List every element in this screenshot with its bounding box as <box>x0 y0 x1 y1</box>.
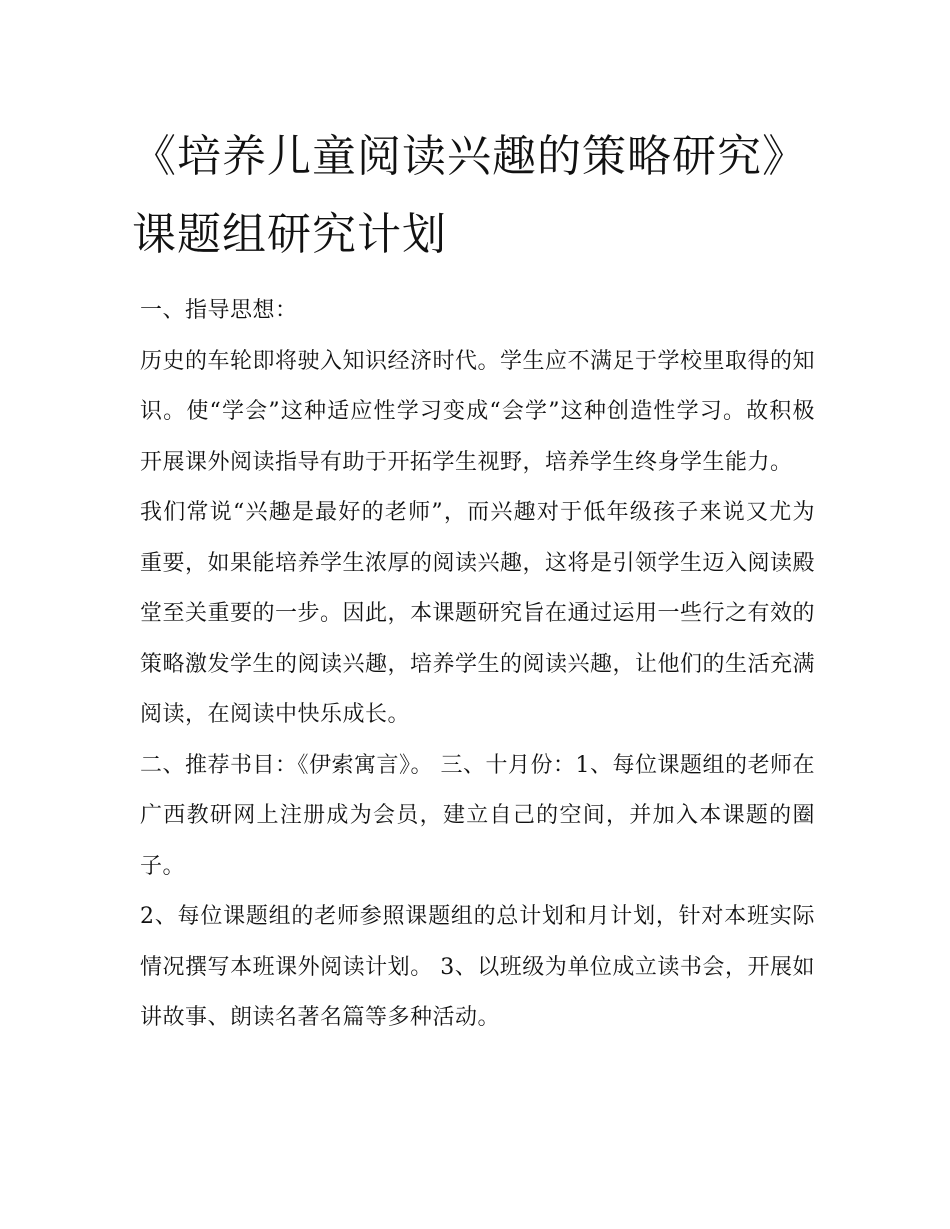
paragraph-knowledge-economy: 历史的车轮即将驶入知识经济时代。学生应不满足于学校里取得的知识。使“学会”这种适应性学习变成“会学”这种创造性学习。故积极开展课外阅读指导有助于开拓学生视野，培养学生终身学生能力。 <box>140 348 816 475</box>
paragraph-reading-interest: 我们常说“兴趣是最好的老师”，而兴趣对于低年级孩子来说又尤为重要，如果能培养学生浓厚的阅读兴趣，这将是引领学生迈入阅读殿堂至关重要的一步。因此，本课题研究旨在通过运用一些行之有效的策略激发学生的阅读兴趣，培养学生的阅读兴趣，让他们的生活充满阅读，在阅读中快乐成长。 <box>140 500 816 727</box>
document-title: 《培养儿童阅读兴趣的策略研究》课题组研究计划 <box>132 131 807 260</box>
document-page <box>132 118 816 1044</box>
paragraph-recommended-books-october: 二、推荐书目：《伊索寓言》。 三、十月份：1、每位课题组的老师在广西教研网上注册成为会员，建立自己的空间，并加入本课题的圈子。 <box>140 752 815 879</box>
paragraph-class-reading-plan: 2、每位课题组的老师参照课题组的总计划和月计划，针对本班实际情况撰写本班课外阅读计划。 3、以班级为单位成立读书会，开展如讲故事、朗读名著名篇等多种活动。 <box>140 904 815 1030</box>
section-heading-guiding-thought: 一、指导思想： <box>140 298 298 323</box>
